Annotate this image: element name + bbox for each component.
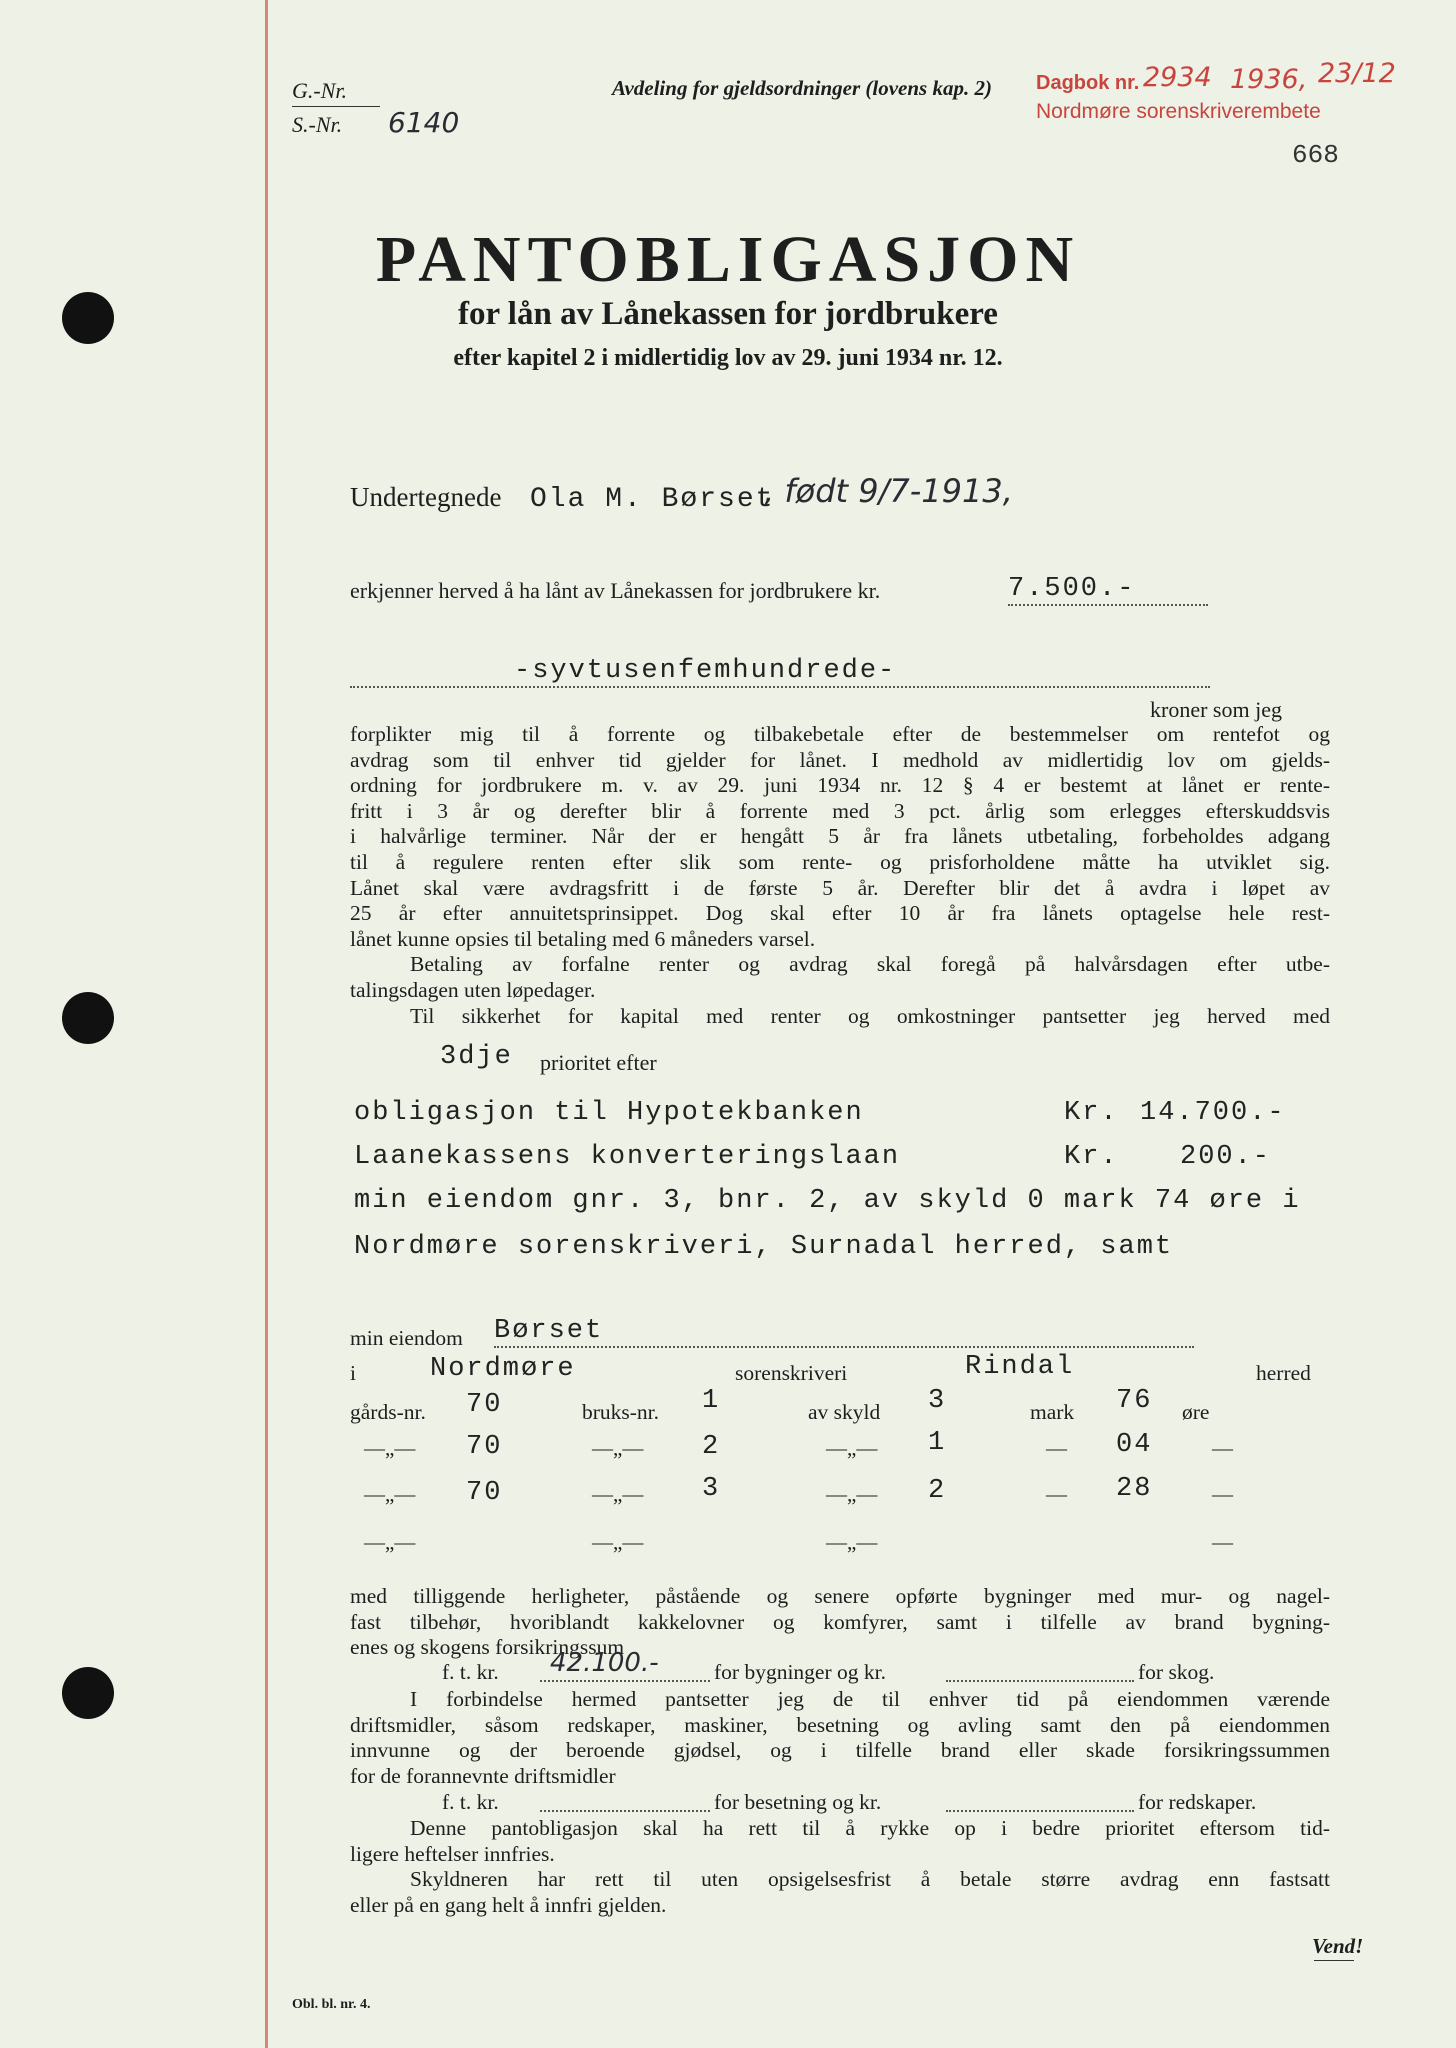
ditto-mark: —„— — [364, 1436, 416, 1460]
terms-line: fritt i 3 år og derefter blir å forrente med 3 pct. årlig som erlegges efterskuddsvis — [350, 798, 1330, 823]
document-subtitle: for lån av Lånekassen for jordbrukere — [458, 296, 998, 332]
bruks-nr-label: bruks-nr. — [582, 1400, 660, 1424]
insurance-ft-kr: f. t. kr. — [442, 1790, 499, 1814]
payment-line: talingsdagen uten løpedager. — [350, 977, 596, 1002]
repay-line: Skyldneren har rett til uten opsigelsesfrist å betale større avdrag enn fastsatt — [410, 1867, 1330, 1892]
debtor-birth: , født 9/7-1913, — [764, 472, 1013, 510]
sorenskriveri-label: sorenskriveri — [735, 1361, 848, 1385]
repay-line: eller på en gang helt å innfri gjelden. — [350, 1892, 667, 1917]
priority-label: prioritet efter — [540, 1050, 657, 1075]
ditto-mark: —„— — [592, 1436, 644, 1460]
dash-mark: — — [1212, 1530, 1233, 1554]
g-nr-label: G.-Nr. — [292, 78, 348, 103]
s-nr-value: 6140 — [388, 106, 460, 139]
dash-mark: — — [1212, 1482, 1233, 1506]
appurtenance-line: med tilliggende herligheter, påstående og senere opførte bygninger med mur- og nagel- — [350, 1584, 1330, 1608]
property-label: min eiendom — [350, 1326, 463, 1350]
ditto-mark: —„— — [364, 1530, 416, 1554]
form-number: Obl. bl. nr. 4. — [292, 1997, 371, 2012]
prior-lien-currency: Kr. — [1064, 1142, 1119, 1172]
terms-line: Lånet skal være avdragsfritt i de første 5 år. Derefter blir det å avdra i løpet av — [350, 875, 1330, 900]
ore-value: 28 — [1116, 1474, 1153, 1504]
dash-mark: — — [1046, 1436, 1067, 1460]
debtor-name: Ola M. Børset — [530, 484, 775, 515]
district-name: Nordmøre — [430, 1354, 576, 1384]
operating-paragraph — [350, 1687, 1330, 1789]
ore-label: øre — [1182, 1400, 1210, 1424]
loan-amount-words: -syvtusenfemhundrede- — [514, 656, 897, 686]
ditto-mark: —„— — [826, 1530, 878, 1554]
terms-line: avdrag som til enhver tid gjelder for lånet. I medhold av midlertidig lov om gjelds- — [350, 747, 1330, 772]
ditto-mark: —„— — [826, 1482, 878, 1506]
court-stamp: Nordmøre sorenskriverembete — [1036, 100, 1321, 123]
appurtenance-line: enes og skogens forsikringssum — [350, 1635, 625, 1660]
ore-value: 76 — [1116, 1386, 1153, 1416]
document-title: PANTOBLIGASJON — [375, 223, 1081, 296]
turn-over-note: Vend! — [1312, 1934, 1364, 1958]
debtor-label: Undertegnede — [350, 482, 502, 512]
priority-line: ligere heftelser innfries. — [350, 1841, 555, 1866]
insurance-tools-line — [946, 1810, 1134, 1812]
prior-lien-text: Laanekassens konverteringslaan — [354, 1142, 901, 1172]
skyld-label: av skyld — [808, 1400, 881, 1424]
gnr-value: 70 — [466, 1478, 503, 1508]
gnr-value: 70 — [466, 1390, 503, 1420]
terms-line: ordning for jordbrukere m. v. av 29. juni 1934 nr. 12 § 4 er bestemt at lånet er rente- — [350, 773, 1330, 798]
punch-hole — [62, 992, 114, 1044]
priority-value: 3dje — [440, 1042, 513, 1072]
gnr-value: 70 — [466, 1432, 503, 1462]
loan-amount: 7.500.- — [1008, 574, 1136, 604]
property-line: min eiendom gnr. 3, bnr. 2, av skyld 0 mark 74 øre i — [354, 1186, 1301, 1216]
mark-value: 2 — [928, 1476, 947, 1506]
bnr-value: 2 — [702, 1432, 721, 1462]
priority-line: Denne pantobligasjon skal ha rett til å rykke op i bedre prioritet eftersom tid- — [410, 1816, 1330, 1840]
ditto-mark: —„— — [364, 1482, 416, 1506]
punch-hole — [62, 1667, 114, 1719]
prior-lien-amount: 14.700.- — [1140, 1098, 1286, 1128]
closing-paragraphs — [350, 1816, 1330, 1918]
payment-line: Betaling av forfalne renter og avdrag skal foregå på halvårsdagen efter utbe- — [410, 952, 1330, 977]
loan-amount-line — [1008, 604, 1208, 606]
prior-lien-amount: 200.- — [1180, 1142, 1272, 1172]
g-nr-line — [292, 106, 380, 107]
appurtenance-paragraph — [350, 1584, 1330, 1661]
kroner-label: kroner som jeg — [1150, 697, 1282, 722]
operating-line: for de forannevnte driftsmidler — [350, 1763, 616, 1788]
terms-paragraph — [350, 722, 1330, 1029]
legal-reference: efter kapitel 2 i midlertidig lov av 29. juni 1934 nr. 12. — [453, 345, 1003, 371]
diary-number: 2934 — [1143, 62, 1212, 93]
bnr-value: 1 — [702, 1386, 721, 1416]
terms-line: i halvårlige terminer. Når der er hengått 5 år fra lånets utbetaling, forbeholdes adgang — [350, 824, 1330, 849]
herred-label: herred — [1256, 1361, 1311, 1385]
operating-line: innvunne og der beroende gjødsel, og i tilfelle brand eller skade forsikringssummen — [350, 1738, 1330, 1763]
insurance-forest-line — [946, 1680, 1134, 1682]
amount-words-line — [350, 686, 1210, 688]
property-name-line — [494, 1346, 1194, 1348]
operating-line: driftsmidler, såsom redskaper, maskiner, besetning og avling samt den på eiendommen — [350, 1712, 1330, 1737]
terms-line: lånet kunne opsies til betaling med 6 måneders varsel. — [350, 926, 816, 951]
insurance-buildings-label: for bygninger og kr. — [714, 1660, 886, 1684]
dash-mark: — — [1212, 1436, 1233, 1460]
property-name: Børset — [494, 1316, 604, 1346]
insurance-ft-kr: f. t. kr. — [442, 1660, 499, 1684]
insurance-crops-label: for besetning og kr. — [714, 1790, 882, 1814]
diary-date: 23/12 — [1318, 58, 1396, 89]
prior-lien-text: obligasjon til Hypotekbanken — [354, 1098, 864, 1128]
insurance-tools-label: for redskaper. — [1138, 1790, 1257, 1814]
district-i-label: i — [350, 1361, 356, 1385]
diary-year: 1936, — [1230, 64, 1308, 95]
ditto-mark: —„— — [826, 1436, 878, 1460]
dash-mark: — — [1046, 1482, 1067, 1506]
ditto-mark: —„— — [592, 1530, 644, 1554]
ore-value: 04 — [1116, 1430, 1153, 1460]
property-line: Nordmøre sorenskriveri, Surnadal herred, samt — [354, 1232, 1174, 1262]
prior-lien-currency: Kr. — [1064, 1098, 1119, 1128]
terms-line: til å regulere renten efter slik som rente- og prisforholdene måtte ha utviklet sig. — [350, 849, 1330, 874]
turn-over-underline — [1314, 1960, 1354, 1961]
mark-label: mark — [1030, 1400, 1075, 1424]
s-nr-label: S.-Nr. — [292, 112, 343, 137]
herred-name: Rindal — [965, 1352, 1075, 1382]
appurtenance-line: fast tilbehør, hvoriblandt kakkelovner og komfyrer, samt i tilfelle av brand bygning- — [350, 1609, 1330, 1634]
operating-line: I forbindelse hermed pantsetter jeg de til enhver tid på eiendommen værende — [410, 1687, 1330, 1711]
bnr-value: 3 — [702, 1474, 721, 1504]
loan-statement: erkjenner herved å ha lånt av Lånekassen for jordbrukere kr. — [350, 578, 881, 603]
page-number: 668 — [1292, 140, 1339, 170]
gards-nr-label: gårds-nr. — [350, 1400, 426, 1424]
diary-stamp-prefix: Dagbok nr. — [1036, 72, 1140, 94]
insurance-amount-line — [540, 1680, 710, 1682]
insurance-building-amount: 42.100.- — [550, 1648, 659, 1678]
terms-line: 25 år efter annuitetsprinsippet. Dog skal efter 10 år fra lånets optagelse hele rest- — [350, 901, 1330, 926]
mark-value: 3 — [928, 1386, 947, 1416]
insurance-crops-amount-line — [540, 1810, 710, 1812]
security-line: Til sikkerhet for kapital med renter og omkostninger pantsetter jeg herved med — [410, 1003, 1330, 1028]
mark-value: 1 — [928, 1428, 947, 1458]
terms-line: forplikter mig til å forrente og tilbakebetale efter de bestemmelser om rentefot og — [350, 722, 1330, 746]
department-heading: Avdeling for gjeldsordninger (lovens kap. 2) — [612, 76, 992, 100]
insurance-forest-label: for skog. — [1138, 1660, 1215, 1684]
ditto-mark: —„— — [592, 1482, 644, 1506]
